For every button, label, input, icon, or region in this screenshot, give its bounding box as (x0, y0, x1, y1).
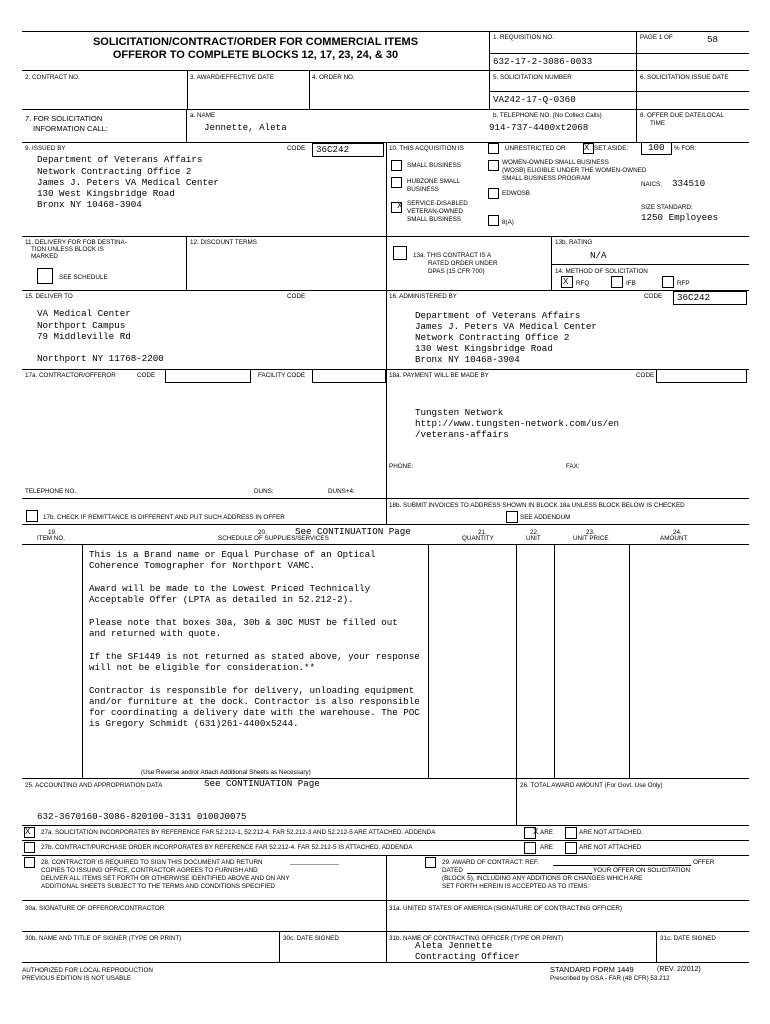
ifb-checkbox[interactable] (611, 276, 623, 288)
wosb-checkbox[interactable] (488, 160, 499, 171)
administered-by-line: 130 West Kingsbridge Road (415, 343, 553, 354)
col20-header: SCHEDULE OF SUPPLIES/SERVICES (218, 535, 329, 542)
rating-value: N/A (590, 250, 607, 261)
rfq-label: RFQ (576, 280, 590, 287)
administered-by-line: Bronx NY 10468-3904 (415, 354, 520, 365)
requisition-label: 1. REQUISITION NO. (493, 34, 554, 41)
wosb-label-1: WOMEN-OWNED SMALL BUSINESS (502, 159, 609, 166)
signature-30a-label: 30a. SIGNATURE OF OFFEROR/CONTRACTOR (25, 905, 165, 912)
accounting-continuation: See CONTINUATION Page (204, 778, 320, 789)
clause-27a-label: 27a. SOLICITATION INCORPORATES BY REFERENCE FAR 52.212-1, 52.212-4. FAR 52.212-3 AND 52.212-5 ARE ATTACHED. ADDENDA (41, 829, 436, 836)
officer-title: Contracting Officer (415, 951, 520, 962)
schedule-continuation: See CONTINUATION Page (295, 526, 411, 537)
unrestricted-label: UNRESTRICTED OR (505, 145, 566, 152)
hubzone-label-2: BUSINESS (407, 186, 439, 193)
phone-label: b. TELEPHONE NO. (No Collect Calls) (493, 112, 602, 119)
small-business-label: SMALL BUSINESS (407, 162, 462, 169)
page-label: PAGE 1 OF (640, 34, 673, 41)
facility-code-label: FACILITY CODE (258, 372, 306, 379)
sdvosb-mark: X (397, 201, 403, 210)
contractor-code-label: CODE (137, 372, 156, 379)
telephone-label: TELEPHONE NO. (25, 488, 77, 495)
page-total: 58 (707, 34, 719, 45)
issued-by-line: Network Contracting Office 2 (37, 166, 192, 177)
small-business-checkbox[interactable] (391, 160, 402, 171)
offer-due-label-1: 8. OFFER DUE DATE/LOCAL (640, 112, 724, 119)
addendum-checkbox[interactable] (506, 511, 518, 523)
rating-label: 13b. RATING (555, 239, 593, 246)
deliver-to-line: VA Medical Center (37, 308, 131, 319)
name-value: Jennette, Aleta (204, 122, 287, 133)
contractor-sign-line3: DELIVER ALL ITEMS SET FORTH OR OTHERWISE IDENTIFIED ABOVE AND ON ANY (41, 875, 290, 882)
deliver-to-line: 79 Middleville Rd (37, 331, 131, 342)
edwosb-label: EDWOSB (502, 190, 530, 197)
issued-by-line: 130 West Kingsbridge Road (37, 188, 175, 199)
col21-header: QUANTITY (462, 535, 494, 542)
rated-order-label-1: 13a. THIS CONTRACT IS A (413, 252, 492, 259)
contractor-label: 17a. CONTRACTOR/OFFEROR (25, 372, 116, 379)
form-title-line1: SOLICITATION/CONTRACT/ORDER FOR COMMERCIAL ITEMS (92, 36, 419, 48)
award-date-label: 3. AWARD/EFFECTIVE DATE (190, 74, 275, 81)
solicitation-no-label: 5. SOLICITATION NUMBER (493, 74, 572, 81)
sdvosb-label-3: SMALL BUSINESS (407, 216, 462, 223)
order-no-label: 4. ORDER NO. (312, 74, 355, 81)
date-30c-label: 30c. DATE SIGNED (283, 935, 339, 942)
clause-27b-are: ARE (540, 844, 553, 851)
officer-31b-label: 31b. NAME OF CONTRACTING OFFICER (TYPE OR PRINT) (389, 935, 564, 942)
pct-for-label: % FOR: (674, 145, 697, 152)
contractor-sign-checkbox[interactable] (24, 857, 35, 868)
footer-form-name: STANDARD FORM 1449 (550, 965, 634, 974)
award-offer: OFFER (693, 859, 715, 866)
size-standard-label: SIZE STANDARD: (641, 204, 693, 211)
issued-by-code-value: 36C242 (316, 144, 350, 155)
issue-date-label: 6. SOLICITATION ISSUE DATE (640, 74, 729, 81)
administered-by-line: James J. Peters VA Medical Center (415, 321, 597, 332)
name-label: a. NAME (190, 112, 216, 119)
total-award-label: 26. TOTAL AWARD AMOUNT (For Govt. Use Only) (520, 782, 663, 789)
clause-27a-are-mark: X (533, 827, 539, 836)
set-aside-label: SET ASIDE: (594, 145, 629, 152)
col23-num: 23. (586, 529, 595, 536)
naics-value: 334510 (672, 178, 706, 189)
submit-invoices-label: 18b. SUBMIT INVOICES TO ADDRESS SHOWN IN BLOCK 18a UNLESS BLOCK BELOW IS CHECKED (389, 502, 685, 509)
contractor-code-box[interactable] (165, 369, 251, 383)
payment-label: 18a. PAYMENT WILL BE MADE BY (389, 372, 489, 379)
deliver-to-line: Northport Campus (37, 320, 126, 331)
clause-27b-are-not-checkbox[interactable] (565, 842, 577, 854)
award-line1: 29. AWARD OF CONTRACT: REF. (442, 859, 539, 866)
accounting-value: 632-3670160-3086-820100-3131 0100J0075 (37, 811, 247, 822)
signer-30b-label: 30b. NAME AND TITLE OF SIGNER (TYPE OR PRINT) (25, 935, 182, 942)
ifb-label: IFB (626, 280, 636, 287)
col23-header: UNIT PRICE (573, 535, 609, 542)
clause-27b-are-checkbox[interactable] (524, 842, 536, 854)
method-label: 14. METHOD OF SOLICITATION (555, 268, 648, 275)
requisition-value: 632-17-2-3086-0033 (493, 56, 593, 67)
award-checkbox[interactable] (425, 857, 436, 868)
administered-by-label: 16. ADMINISTERED BY (389, 293, 457, 300)
see-schedule-checkbox[interactable] (37, 268, 53, 284)
fob-label-1: 11. DELIVERY FOR FOB DESTINA- (25, 239, 127, 246)
accounting-label: 25. ACCOUNTING AND APPROPRIATION DATA (25, 782, 163, 789)
issued-by-line: Department of Veterans Affairs (37, 154, 203, 165)
schedule-description: This is a Brand name or Equal Purchase of an Optical Coherence Tomographer for Northport VAMC. Award will be made to the Lowest Priced Technically Acceptable Offer (LPTA as detailed in 52.212-2). Please note that boxes 30a, 30b & 30C MUST be filled out and returned with quote. If the SF1449 is not returned as stated above, your response will not be eligible for consideration.** Contractor is responsible for delivery, unloading equipment and/or furniture at the dock. Contractor is also responsible for coordinating a delivery date with the warehouse. The POC is Gregory Schmidt (631)261-4400x5244. (89, 549, 420, 730)
wosb-label-3: SMALL BUSINESS PROGRAM (502, 175, 591, 182)
payment-line: /veterans-affairs (415, 429, 509, 440)
fob-label-3: MARKED (31, 253, 58, 260)
deliver-to-label: 15. DELIVER TO (25, 293, 73, 300)
rated-order-label-3: DPAS (15 CFR 700) (428, 268, 485, 275)
form-title-line2: OFFEROR TO COMPLETE BLOCKS 12, 17, 23, 24, & 30 (112, 49, 399, 61)
col21-num: 21. (478, 529, 487, 536)
size-standard-value: 1250 Employees (641, 212, 719, 223)
col19-header: ITEM NO. (37, 535, 65, 542)
date-31c-label: 31c. DATE SIGNED (660, 935, 716, 942)
payment-phone-label: PHONE: (389, 463, 414, 470)
footer-reproduction: AUTHORIZED FOR LOCAL REPRODUCTION (22, 967, 153, 974)
payment-line: Tungsten Network (415, 407, 504, 418)
award-line2: YOUR OFFER ON SOLICITATION (593, 867, 691, 874)
payment-line: http://www.tungsten-network.com/us/en (415, 418, 619, 429)
sdvosb-label-1: SERVICE-DISABLED (407, 200, 468, 207)
administered-by-line: Network Contracting Office 2 (415, 332, 570, 343)
remittance-checkbox[interactable] (26, 510, 38, 522)
duns4-label: DUNS+4: (328, 488, 355, 495)
naics-label: NAICS: (641, 181, 662, 188)
award-line4: SET FORTH HEREIN IS ACCEPTED AS TO ITEMS: (442, 883, 590, 890)
contractor-sign-line2: COPIES TO ISSUING OFFICE. CONTRACTOR AGREES TO FURNISH AND (41, 867, 258, 874)
acquisition-label: 10. THIS ACQUISITION IS (389, 145, 464, 152)
contractor-sign-copies: ______________ (290, 858, 340, 865)
rated-order-checkbox[interactable] (393, 246, 407, 260)
administered-by-code-label: CODE (644, 293, 663, 300)
wosb-label-2: (WOSB) ELIGIBLE UNDER THE WOMEN-OWNED (502, 167, 647, 174)
offer-due-label-2: TIME (650, 120, 666, 127)
payment-code-box (656, 369, 747, 383)
facility-code-box[interactable] (312, 369, 386, 383)
col24-header: AMOUNT (660, 535, 688, 542)
rfq-mark: X (563, 277, 569, 286)
clause-27b-are-not: ARE NOT ATTACHED (579, 844, 642, 851)
col22-num: 22. (530, 529, 539, 536)
fob-label-2: TION UNLESS BLOCK IS (31, 246, 104, 253)
info-call-label-2: INFORMATION CALL: (33, 124, 108, 133)
remittance-label: 17b. CHECK IF REMITTANCE IS DIFFERENT AND PUT SUCH ADDRESS IN OFFER (43, 514, 285, 521)
see-addendum-label: SEE ADDENDUM (520, 514, 571, 521)
contract-no-label: 2. CONTRACT NO. (25, 74, 80, 81)
award-line3: (BLOCK 5), INCLUDING ANY ADDITIONS OR CHANGES WHICH ARE (442, 875, 643, 882)
solicitation-no-value: VA242-17-Q-0360 (493, 94, 576, 105)
col22-header: UNIT (526, 535, 541, 542)
clause-27b-label: 27b. CONTRACT/PURCHASE ORDER INCORPORATES BY REFERENCE FAR 52.212-4. FAR 52.212-5 IS ATTACHED. ADDENDA (41, 844, 413, 851)
rfp-label: RFP (677, 280, 690, 287)
footer-prescribed: Prescribed by GSA - FAR (48 CFR) 53.212 (550, 975, 670, 982)
payment-fax-label: FAX: (566, 463, 580, 470)
clause-27a-mark: X (25, 827, 31, 836)
discount-terms-label: 12. DISCOUNT TERMS (190, 239, 257, 246)
hubzone-checkbox[interactable] (391, 177, 402, 188)
clause-27a-are-not-checkbox[interactable] (565, 827, 577, 839)
contractor-sign-line1: 28. CONTRACTOR IS REQUIRED TO SIGN THIS DOCUMENT AND RETURN (41, 859, 263, 866)
set-aside-mark: X (584, 143, 590, 152)
hubzone-label-1: HUBZONE SMALL (407, 178, 461, 185)
rfp-checkbox[interactable] (662, 276, 674, 288)
issued-by-line: Bronx NY 10468-3904 (37, 199, 142, 210)
payment-code-label: CODE (636, 372, 655, 379)
award-dated: DATED (442, 867, 463, 874)
issued-by-line: James J. Peters VA Medical Center (37, 177, 219, 188)
info-call-label-1: 7. FOR SOLICITATION (25, 114, 103, 123)
col24-num: 24. (673, 529, 682, 536)
sdvosb-label-2: VETERAN-OWNED (407, 208, 463, 215)
clause-27a-are-not: ARE NOT ATTACHED. (579, 829, 644, 836)
edwosb-checkbox[interactable] (488, 188, 499, 199)
deliver-to-code-label: CODE (287, 293, 306, 300)
set-aside-pct-value: 100 (648, 142, 665, 153)
clause-27a-are: ARE (540, 829, 553, 836)
rated-order-label-2: RATED ORDER UNDER (428, 260, 498, 267)
see-schedule-label: SEE SCHEDULE (59, 274, 108, 281)
eight-a-label: 8(A) (502, 219, 514, 226)
issued-by-label: 9. ISSUED BY (25, 145, 66, 152)
phone-value: 914-737-4400xt2068 (489, 122, 589, 133)
clause-27b-checkbox[interactable] (24, 842, 35, 853)
unrestricted-checkbox[interactable] (488, 143, 499, 154)
contractor-sign-line4: ADDITIONAL SHEETS SUBJECT TO THE TERMS AND CONDITIONS SPECIFIED (41, 883, 275, 890)
issued-by-code-label: CODE (287, 145, 306, 152)
eight-a-checkbox[interactable] (488, 215, 499, 226)
deliver-to-line: Northport NY 11768-2200 (37, 353, 164, 364)
duns-label: DUNS: (254, 488, 274, 495)
footer-revision: (REV. 2/2012) (657, 966, 701, 973)
officer-name: Aleta Jennette (415, 940, 493, 951)
reverse-note: (Use Reverse and/or Attach Additional Sheets as Necessary) (141, 769, 311, 776)
signature-31a-label: 31a. UNITED STATES OF AMERICA (SIGNATURE OF CONTRACTING OFFICER) (389, 905, 623, 912)
administered-by-code-value: 36C242 (677, 292, 711, 303)
col19-num: 19. (48, 529, 57, 536)
col20-num: 20. (258, 529, 267, 536)
administered-by-line: Department of Veterans Affairs (415, 310, 581, 321)
footer-previous-edition: PREVIOUS EDITION IS NOT USABLE (22, 975, 132, 982)
